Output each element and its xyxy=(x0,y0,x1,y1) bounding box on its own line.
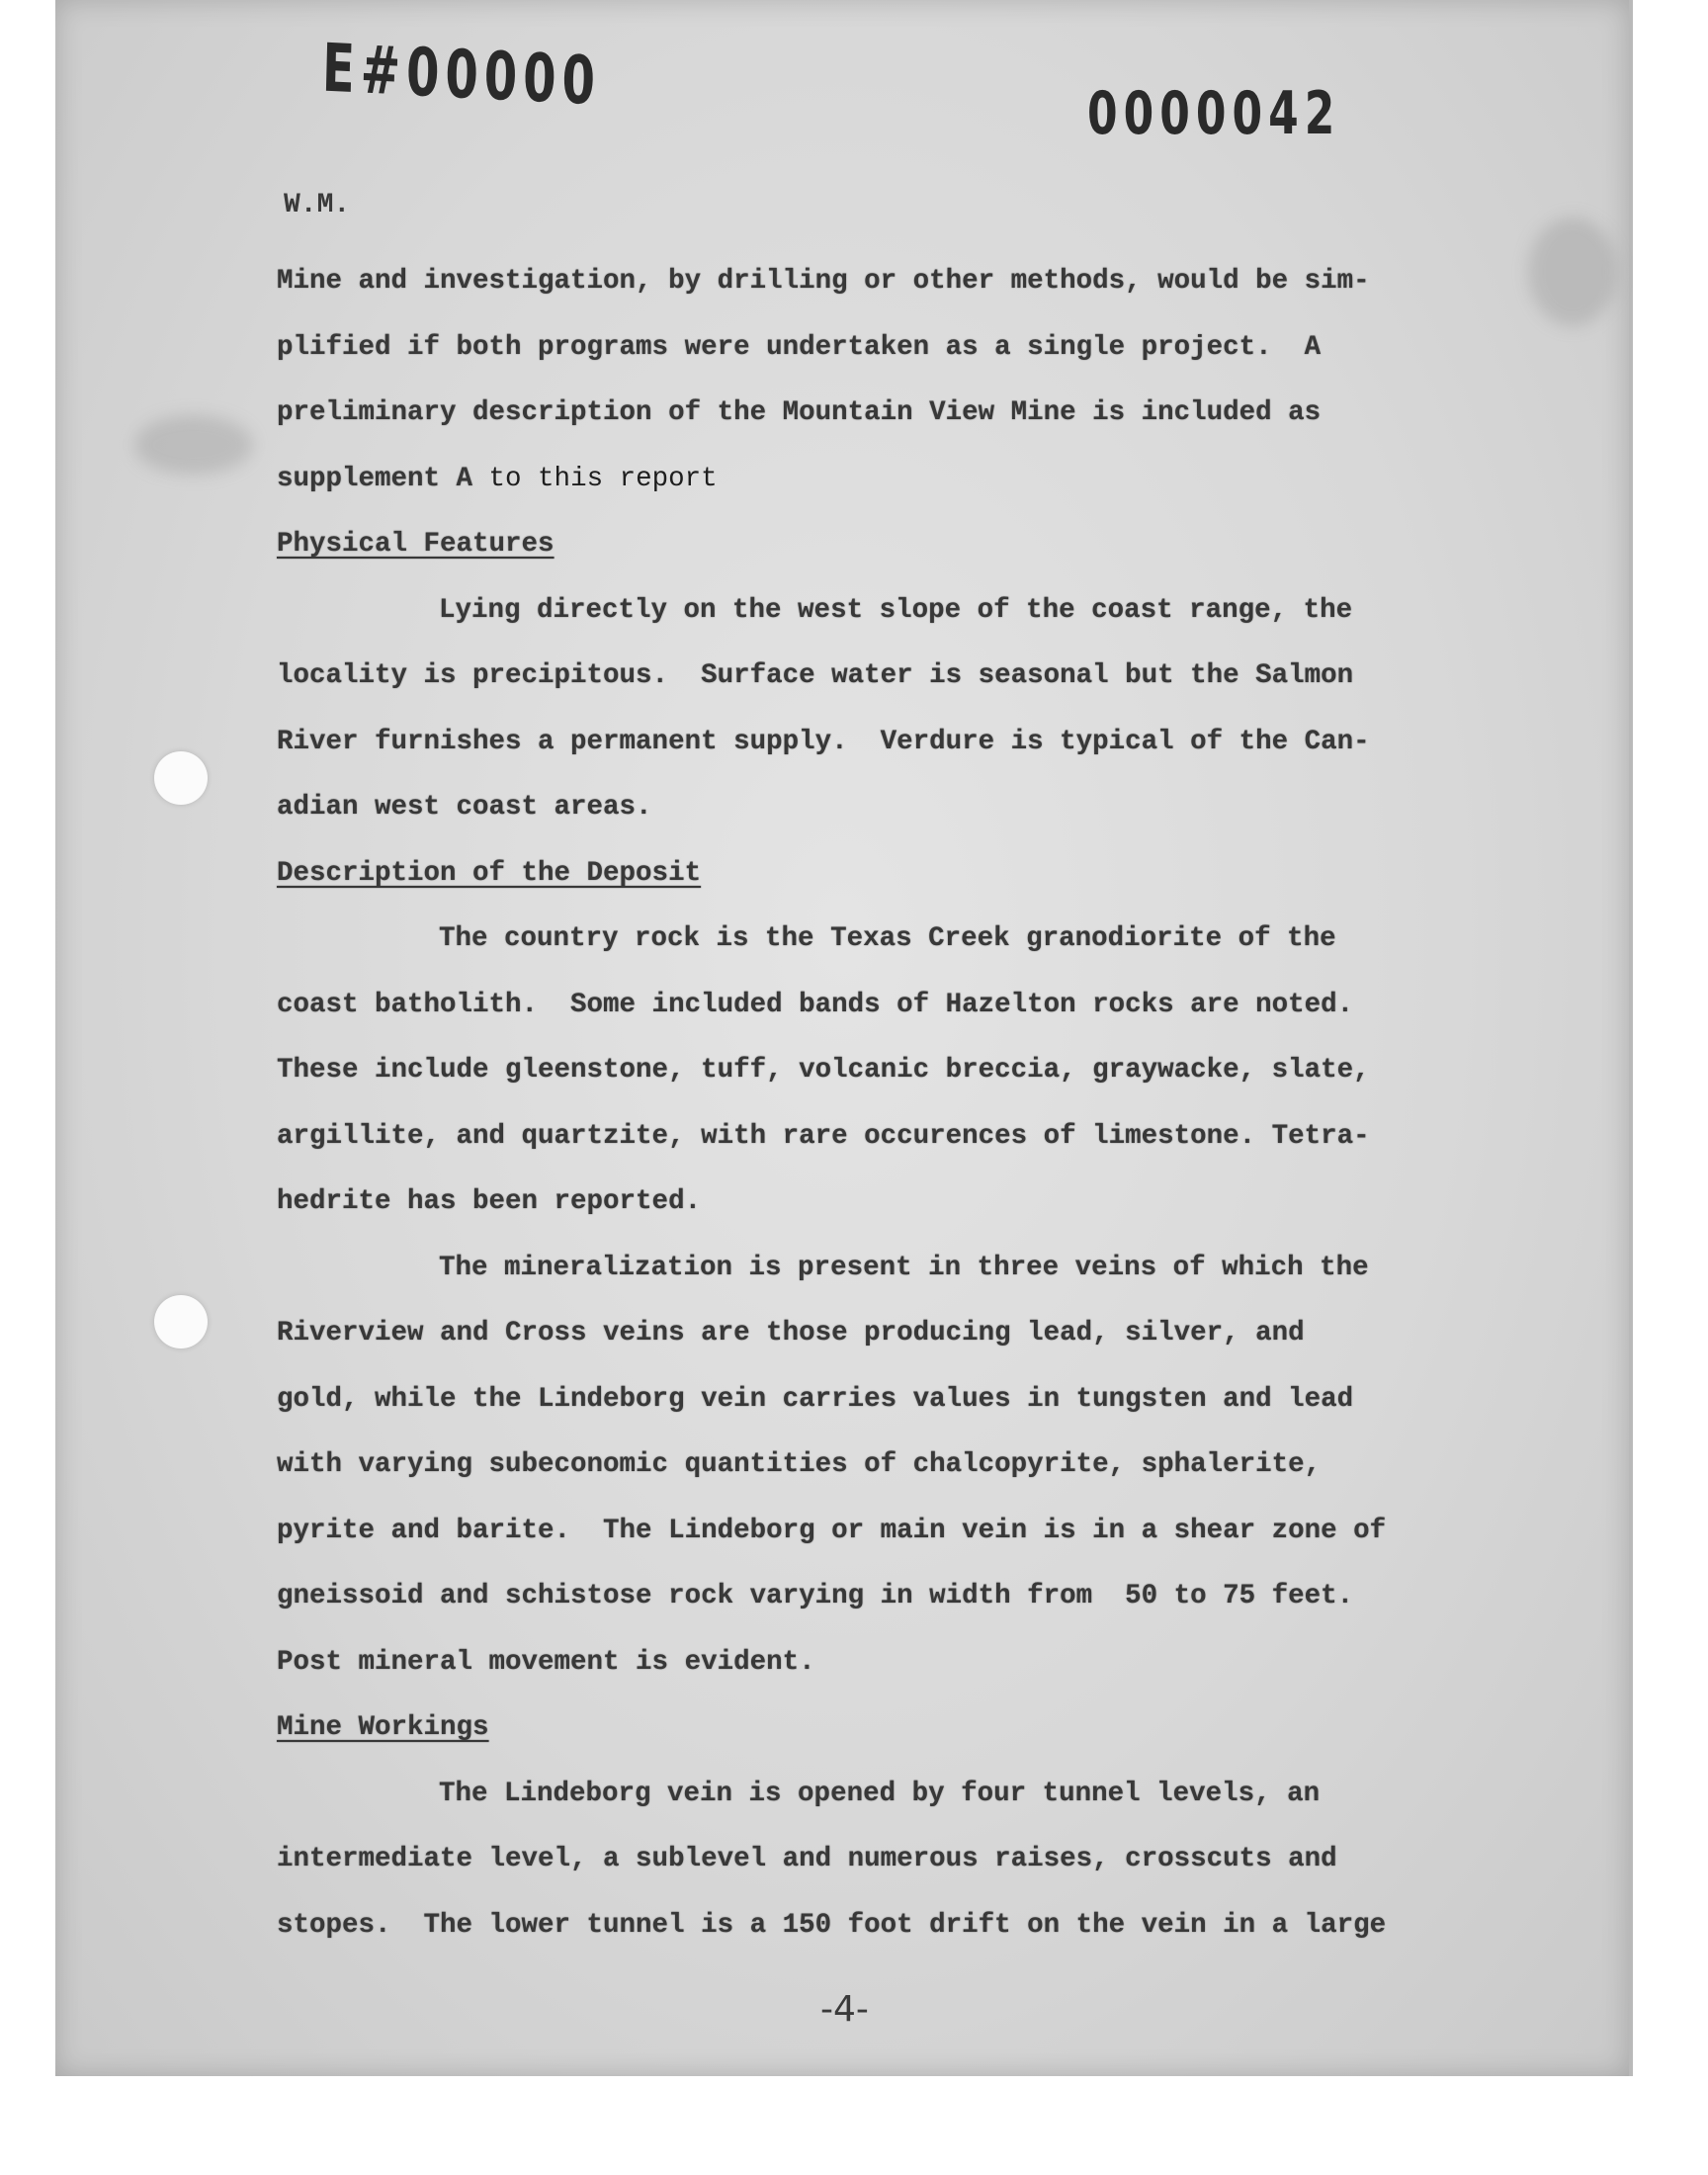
text-line: pyrite and barite. The Lindeborg or main vein is in a shear zone of xyxy=(277,1515,1387,1546)
text-line: River furnishes a permanent supply. Verdure is typical of the Can- xyxy=(277,726,1370,757)
punch-hole-lower xyxy=(154,1295,208,1348)
text-line: Mine and investigation, by drilling or other methods, would be sim- xyxy=(277,266,1370,297)
text-line: with varying subeconomic quantities of chalcopyrite, sphalerite, xyxy=(277,1449,1322,1480)
typed-insert: to this report xyxy=(472,463,718,494)
text-line xyxy=(277,447,1463,513)
text-line: The Lindeborg vein is opened by four tunnel levels, an xyxy=(439,1778,1321,1809)
section-heading-physical-features: Physical Features xyxy=(277,529,555,560)
report-body xyxy=(277,249,1463,1958)
text-line: gold, while the Lindeborg vein carries values in tungsten and lead xyxy=(277,1383,1354,1415)
text-line: hedrite has been reported. xyxy=(277,1186,702,1217)
section-heading-mine-workings: Mine Workings xyxy=(277,1712,489,1743)
smudge-mark xyxy=(1528,218,1617,326)
punch-hole-upper xyxy=(154,751,208,805)
text-line: Lying directly on the west slope of the coast range, the xyxy=(439,594,1353,626)
text-line: stopes. The lower tunnel is a 150 foot drift on the vein in a large xyxy=(277,1909,1387,1941)
text-line: coast batholith. Some included bands of Hazelton rocks are noted. xyxy=(277,989,1354,1020)
text-line: Riverview and Cross veins are those producing lead, silver, and xyxy=(277,1318,1305,1348)
text-line: These include gleenstone, tuff, volcanic breccia, graywacke, slate, xyxy=(277,1055,1370,1086)
smudge-mark xyxy=(134,415,253,475)
text-line: adian west coast areas. xyxy=(277,792,652,823)
supplement-reference: supplement A xyxy=(277,463,473,494)
text-line: The mineralization is present in three veins of which the xyxy=(439,1252,1369,1283)
text-line: intermediate level, a sublevel and numerous raises, crosscuts and xyxy=(277,1844,1337,1874)
text-line: gneissoid and schistose rock varying in width from 50 to 75 feet. xyxy=(277,1581,1354,1611)
section-heading-deposit: Description of the Deposit xyxy=(277,857,702,889)
text-line: locality is precipitous. Surface water is seasonal but the Salmon xyxy=(277,660,1354,691)
text-line: preliminary description of the Mountain View Mine is included as xyxy=(277,397,1322,428)
exhibit-number: E#00000 xyxy=(321,29,602,122)
text-line: argillite, and quartzite, with rare occurences of limestone. Tetra- xyxy=(277,1120,1370,1152)
text-line: Post mineral movement is evident. xyxy=(277,1646,815,1678)
document-number: 0000042 xyxy=(1087,80,1341,148)
text-line: plified if both programs were undertaken as a single project. A xyxy=(277,331,1322,363)
text-line: The country rock is the Texas Creek granodiorite of the xyxy=(439,923,1336,954)
page-number: -4- xyxy=(820,1989,869,2030)
author-initials: W.M. xyxy=(284,190,351,220)
